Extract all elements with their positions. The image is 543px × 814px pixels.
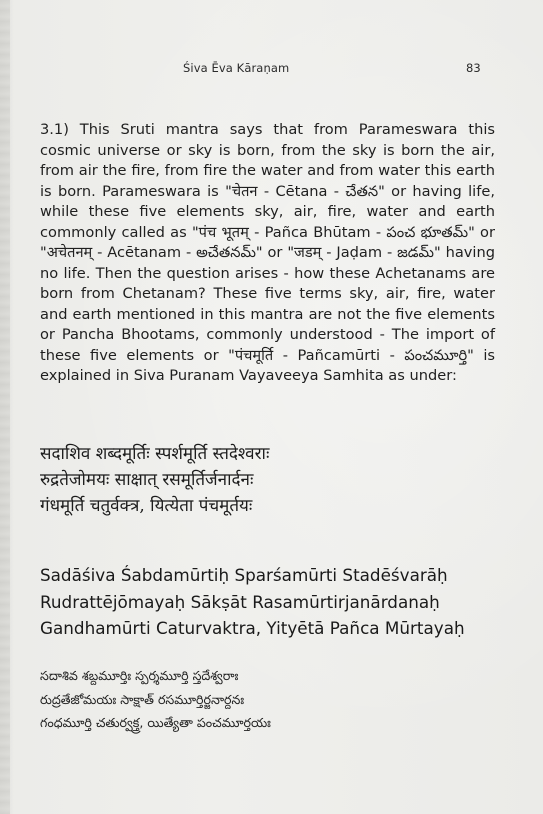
- verse-line: रुद्रतेजोमयः साक्षात् रसमूर्तिर्जनार्दनः: [40, 470, 254, 490]
- page-number: 83: [466, 61, 481, 75]
- devanagari-verse: [40, 441, 500, 519]
- transliterated-verse: [40, 562, 510, 642]
- verse-line: రుద్రతేజోమయః సాక్షాత్ రసమూర్తిర్జనార్దనః: [40, 691, 245, 707]
- body-paragraph: [40, 120, 495, 387]
- verse-line: సదాశివ శబ్దమూర్తిః స్పర్శమూర్తి స్తదేశ్వరాః: [40, 668, 239, 683]
- page-binding-edge: [0, 0, 10, 814]
- telugu-verse: [40, 664, 500, 735]
- verse-line: गंधमूर्ति चतुर्वक्त्र, यित्येता पंचमूर्तयः: [40, 496, 253, 516]
- verse-line: Gandhamūrti Caturvaktra, Yityētā Pañca Mūrtayaḥ: [40, 618, 465, 638]
- paragraph-text: 3.1) This Sruti mantra says that from Parameswara this cosmic universe or sky is born, from the sky is born the air, from air the fire, from fire the water and from water this earth is born. Parameswara is "चेतन - Cētana - చేతన" or having life, while these five elements sky, air, fire, water and earth commonly called as "पंच भूतम् - Pañca Bhūtam - పంచ భూతమ్" or "अचेतनम् - Acētanam - అచేతనమ్" or "जडम् - Jaḍam - జడమ్" having no life. Then the question arises - how these Achetanams are born from Chetanam? These five terms sky, air, fire, water and earth mentioned in this mantra are not the five elements or Pancha Bhootams, commonly understood - The import of these five elements or "पंचमूर्ति - Pañcamūrti - పంచమూర్తి" is explained in Siva Puranam Vayaveeya Samhita as under:: [40, 121, 495, 384]
- page-header: [0, 61, 543, 77]
- verse-line: Rudrattējōmayaḥ Sākṣāt Rasamūrtirjanārdanaḥ: [40, 591, 440, 612]
- running-title: Śiva Ēva Kāraṇam: [183, 61, 290, 75]
- verse-line: Sadāśiva Śabdamūrtiḥ Sparśamūrti Stadēśvarāḥ: [40, 565, 448, 585]
- verse-line: గంధమూర్తి చతుర్వక్త్ర, యిత్యేతా పంచమూర్తయః: [40, 715, 271, 730]
- verse-line: सदाशिव शब्दमूर्तिः स्पर्शमूर्ति स्तदेश्वराः: [40, 444, 270, 464]
